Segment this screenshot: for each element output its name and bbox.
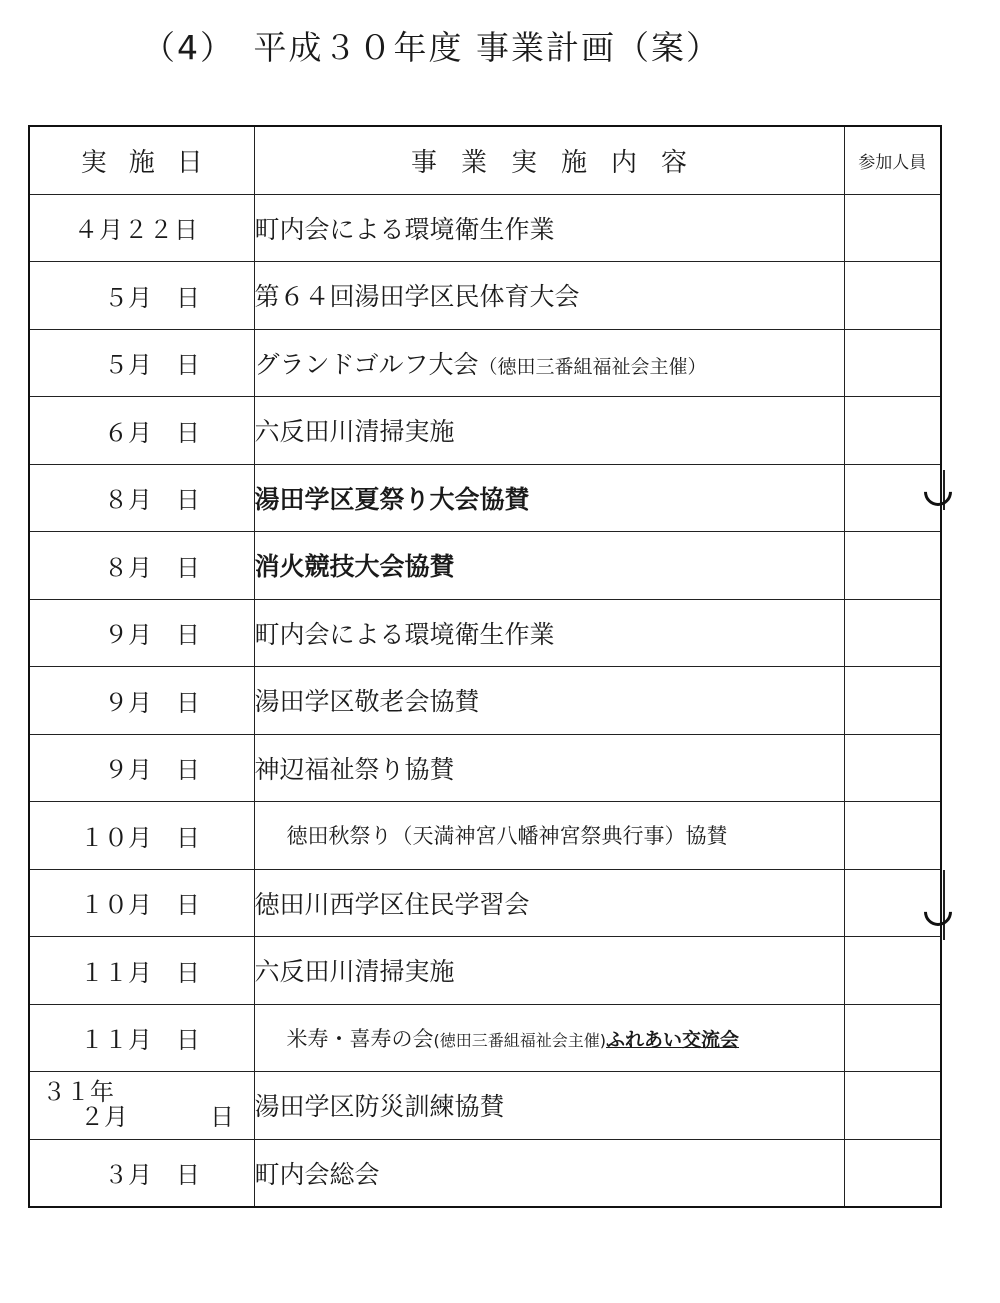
table-row [29,1139,941,1207]
date-day: 日 [176,283,200,312]
date-month: ５月 [104,351,152,380]
people-cell [844,262,941,330]
table-row [29,734,941,802]
date-cell [29,1072,254,1140]
date-day: 日 [176,418,200,447]
content-main: 米寿・喜寿の会 [286,1026,434,1051]
date-day: 日 [176,756,200,785]
table-row [29,329,941,397]
content-cell: 湯田学区敬老会協賛 [254,667,844,735]
date-month: ８月 [104,553,152,582]
header-content: 事業実施内容 [254,126,844,194]
table-row [29,532,941,600]
table-header-row [29,126,941,194]
header-people: 参加人員 [844,126,941,194]
date-month: １０月 [80,891,152,920]
date-cell [29,869,254,937]
table-row [29,599,941,667]
content-note: (徳田三番組福祉会主催) [433,1030,606,1050]
date-cell [29,194,254,262]
date-cell [29,262,254,330]
plan-table [28,125,942,1208]
content-main: グランドゴルフ大会 [254,349,479,379]
date-day: 日 [176,688,200,717]
people-cell [844,937,941,1005]
date-month: １１月 [80,1026,152,1055]
content-cell [254,1004,844,1072]
content-cell: 湯田学区夏祭り大会協賛 [254,464,844,532]
people-cell [844,194,941,262]
header-date: 実施日 [29,126,254,194]
date-day: 日 [176,958,200,987]
content-cell: 消火競技大会協賛 [254,532,844,600]
date-day: 日 [176,1161,200,1189]
date-day: 日 [176,621,200,650]
content-cell: 湯田学区防災訓練協賛 [254,1072,844,1140]
content-cell: 徳田秋祭り（天満神宮八幡神宮祭典行事）協賛 [254,802,844,870]
content-cell: 第６４回湯田学区民体育大会 [254,262,844,330]
table-row [29,464,941,532]
content-note: （徳田三番組福祉会主催） [478,355,707,378]
content-cell [254,329,844,397]
people-cell [844,802,941,870]
date-day: 日 [176,1026,200,1055]
date-text: ４月２２日 [74,216,199,245]
date-day: 日 [176,891,200,920]
content-cell: 神辺福祉祭り協賛 [254,734,844,802]
people-cell [844,734,941,802]
date-month: ３月 [104,1161,152,1189]
people-cell [844,532,941,600]
date-month: ９月 [104,688,152,717]
date-cell [29,802,254,870]
content-cell: 町内会による環境衛生作業 [254,194,844,262]
people-cell [844,1072,941,1140]
content-cell: 六反田川清掃実施 [254,937,844,1005]
date-day: 日 [210,1103,234,1132]
date-day: 日 [176,553,200,582]
people-cell [844,397,941,465]
date-month: ６月 [104,418,152,447]
people-cell [844,1139,941,1207]
people-cell [844,329,941,397]
people-cell [844,667,941,735]
date-cell [29,532,254,600]
people-cell [844,599,941,667]
content-cell: 町内会総会 [254,1139,844,1207]
date-year: ３１年 [42,1078,114,1107]
page-title: （4） 平成３０年度 事業計画（案） [142,28,721,67]
date-cell [29,1139,254,1207]
table-row [29,194,941,262]
content-cell: 町内会による環境衛生作業 [254,599,844,667]
date-month: ２月 [80,1103,128,1132]
table-row [29,869,941,937]
table-row [29,1004,941,1072]
date-month: ９月 [104,621,152,650]
date-cell [29,667,254,735]
table-row [29,1072,941,1140]
date-cell [29,329,254,397]
content-extra: ふれあい交流会 [606,1028,740,1051]
table-row [29,262,941,330]
people-cell [844,1004,941,1072]
date-cell [29,599,254,667]
table-row [29,802,941,870]
table-row [29,937,941,1005]
date-month: １１月 [80,958,152,987]
date-cell [29,1004,254,1072]
date-cell [29,937,254,1005]
content-cell: 徳田川西学区住民学習会 [254,869,844,937]
date-month: １０月 [80,823,152,852]
date-cell [29,464,254,532]
date-day: 日 [176,823,200,852]
table-row [29,667,941,735]
date-month: ５月 [104,283,152,312]
date-cell [29,734,254,802]
date-month: ８月 [104,486,152,515]
date-day: 日 [176,486,200,515]
content-cell: 六反田川清掃実施 [254,397,844,465]
date-cell [29,397,254,465]
date-day: 日 [176,351,200,380]
date-month: ９月 [104,756,152,785]
table-row [29,397,941,465]
